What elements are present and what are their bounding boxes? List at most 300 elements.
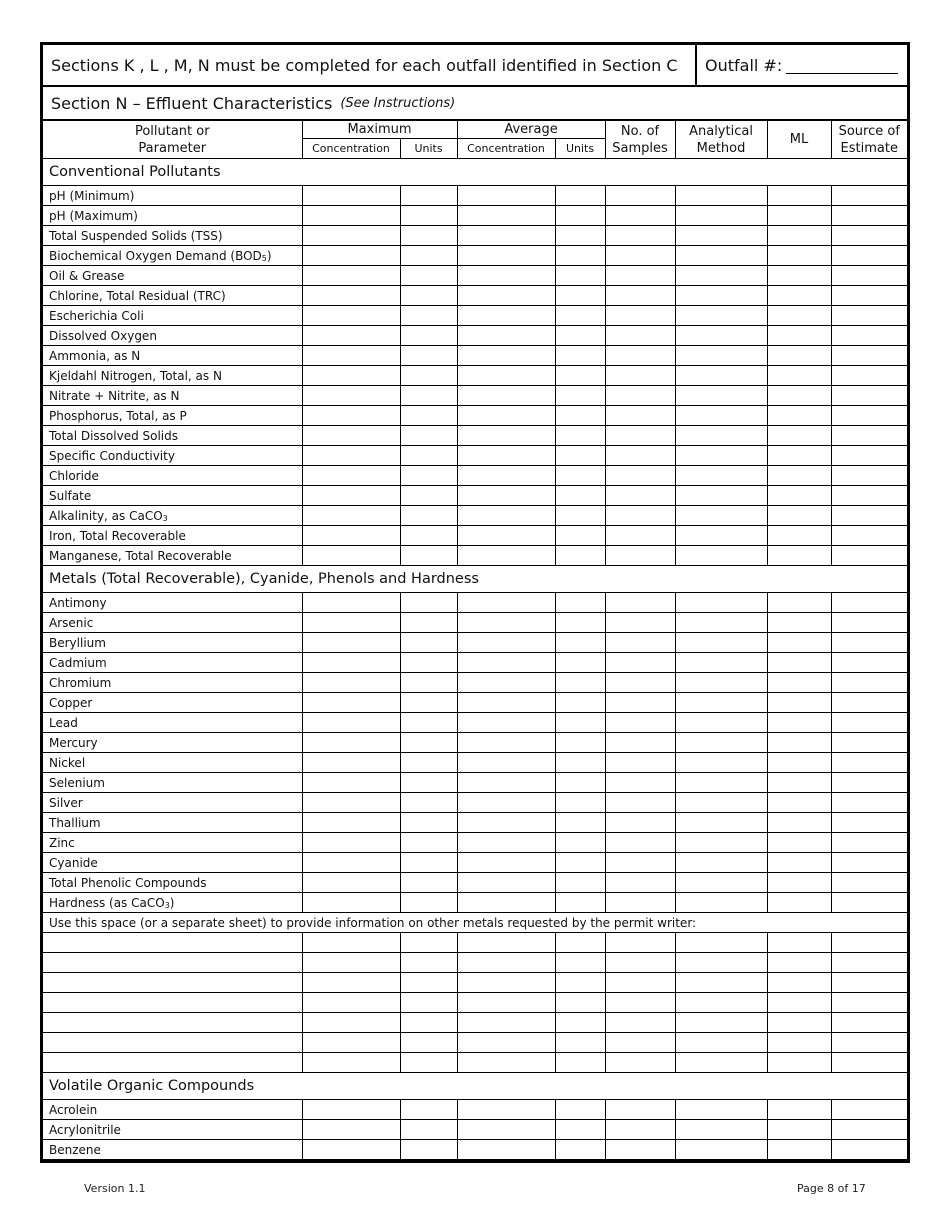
entry-cell[interactable] — [605, 933, 675, 953]
entry-cell[interactable] — [767, 466, 831, 486]
entry-cell[interactable] — [675, 1100, 767, 1120]
entry-cell[interactable] — [767, 266, 831, 286]
entry-cell[interactable] — [555, 526, 605, 546]
entry-cell[interactable] — [555, 1053, 605, 1073]
entry-cell[interactable] — [555, 1140, 605, 1160]
entry-cell[interactable] — [302, 813, 400, 833]
entry-cell[interactable] — [767, 406, 831, 426]
entry-cell[interactable] — [400, 346, 457, 366]
entry-cell[interactable] — [605, 206, 675, 226]
entry-cell[interactable] — [302, 893, 400, 913]
entry-cell[interactable] — [675, 266, 767, 286]
entry-cell[interactable] — [457, 1053, 555, 1073]
entry-cell[interactable] — [675, 833, 767, 853]
pollutant-name[interactable] — [43, 993, 302, 1013]
entry-cell[interactable] — [302, 633, 400, 653]
entry-cell[interactable] — [675, 546, 767, 566]
entry-cell[interactable] — [400, 246, 457, 266]
entry-cell[interactable] — [767, 206, 831, 226]
entry-cell[interactable] — [767, 1053, 831, 1073]
entry-cell[interactable] — [302, 406, 400, 426]
entry-cell[interactable] — [675, 346, 767, 366]
entry-cell[interactable] — [605, 873, 675, 893]
entry-cell[interactable] — [767, 793, 831, 813]
entry-cell[interactable] — [400, 793, 457, 813]
entry-cell[interactable] — [831, 753, 907, 773]
entry-cell[interactable] — [675, 466, 767, 486]
entry-cell[interactable] — [831, 1140, 907, 1160]
entry-cell[interactable] — [675, 386, 767, 406]
entry-cell[interactable] — [400, 733, 457, 753]
entry-cell[interactable] — [302, 953, 400, 973]
entry-cell[interactable] — [400, 206, 457, 226]
entry-cell[interactable] — [831, 466, 907, 486]
entry-cell[interactable] — [675, 593, 767, 613]
entry-cell[interactable] — [831, 266, 907, 286]
entry-cell[interactable] — [831, 1053, 907, 1073]
entry-cell[interactable] — [457, 446, 555, 466]
entry-cell[interactable] — [767, 693, 831, 713]
entry-cell[interactable] — [605, 506, 675, 526]
entry-cell[interactable] — [767, 1013, 831, 1033]
entry-cell[interactable] — [675, 713, 767, 733]
entry-cell[interactable] — [457, 1100, 555, 1120]
entry-cell[interactable] — [831, 593, 907, 613]
entry-cell[interactable] — [767, 526, 831, 546]
entry-cell[interactable] — [457, 653, 555, 673]
entry-cell[interactable] — [831, 613, 907, 633]
entry-cell[interactable] — [302, 933, 400, 953]
entry-cell[interactable] — [605, 526, 675, 546]
entry-cell[interactable] — [675, 206, 767, 226]
entry-cell[interactable] — [400, 506, 457, 526]
entry-cell[interactable] — [457, 266, 555, 286]
entry-cell[interactable] — [302, 486, 400, 506]
entry-cell[interactable] — [555, 1100, 605, 1120]
entry-cell[interactable] — [457, 546, 555, 566]
entry-cell[interactable] — [831, 853, 907, 873]
entry-cell[interactable] — [400, 973, 457, 993]
entry-cell[interactable] — [605, 993, 675, 1013]
entry-cell[interactable] — [302, 1120, 400, 1140]
entry-cell[interactable] — [605, 773, 675, 793]
entry-cell[interactable] — [302, 613, 400, 633]
entry-cell[interactable] — [400, 386, 457, 406]
entry-cell[interactable] — [831, 993, 907, 1013]
entry-cell[interactable] — [605, 953, 675, 973]
entry-cell[interactable] — [831, 833, 907, 853]
entry-cell[interactable] — [302, 853, 400, 873]
entry-cell[interactable] — [400, 286, 457, 306]
entry-cell[interactable] — [400, 1053, 457, 1073]
entry-cell[interactable] — [831, 793, 907, 813]
entry-cell[interactable] — [605, 973, 675, 993]
entry-cell[interactable] — [831, 953, 907, 973]
entry-cell[interactable] — [400, 1140, 457, 1160]
entry-cell[interactable] — [457, 1140, 555, 1160]
pollutant-name[interactable] — [43, 973, 302, 993]
entry-cell[interactable] — [831, 1033, 907, 1053]
entry-cell[interactable] — [457, 753, 555, 773]
entry-cell[interactable] — [555, 1013, 605, 1033]
entry-cell[interactable] — [675, 773, 767, 793]
entry-cell[interactable] — [767, 486, 831, 506]
entry-cell[interactable] — [302, 286, 400, 306]
entry-cell[interactable] — [767, 593, 831, 613]
entry-cell[interactable] — [767, 306, 831, 326]
entry-cell[interactable] — [831, 366, 907, 386]
entry-cell[interactable] — [555, 486, 605, 506]
pollutant-name[interactable] — [43, 933, 302, 953]
entry-cell[interactable] — [555, 813, 605, 833]
entry-cell[interactable] — [675, 306, 767, 326]
entry-cell[interactable] — [457, 673, 555, 693]
entry-cell[interactable] — [400, 426, 457, 446]
entry-cell[interactable] — [400, 693, 457, 713]
entry-cell[interactable] — [400, 446, 457, 466]
entry-cell[interactable] — [675, 933, 767, 953]
pollutant-name[interactable] — [43, 953, 302, 973]
pollutant-name[interactable] — [43, 1033, 302, 1053]
entry-cell[interactable] — [555, 286, 605, 306]
entry-cell[interactable] — [831, 733, 907, 753]
entry-cell[interactable] — [831, 506, 907, 526]
entry-cell[interactable] — [302, 753, 400, 773]
entry-cell[interactable] — [302, 246, 400, 266]
entry-cell[interactable] — [302, 1033, 400, 1053]
entry-cell[interactable] — [457, 593, 555, 613]
entry-cell[interactable] — [605, 466, 675, 486]
entry-cell[interactable] — [675, 186, 767, 206]
entry-cell[interactable] — [555, 546, 605, 566]
entry-cell[interactable] — [555, 366, 605, 386]
entry-cell[interactable] — [675, 733, 767, 753]
entry-cell[interactable] — [831, 526, 907, 546]
entry-cell[interactable] — [767, 633, 831, 653]
entry-cell[interactable] — [831, 633, 907, 653]
entry-cell[interactable] — [302, 546, 400, 566]
entry-cell[interactable] — [831, 306, 907, 326]
entry-cell[interactable] — [302, 306, 400, 326]
entry-cell[interactable] — [767, 366, 831, 386]
entry-cell[interactable] — [767, 186, 831, 206]
entry-cell[interactable] — [302, 713, 400, 733]
entry-cell[interactable] — [831, 386, 907, 406]
entry-cell[interactable] — [675, 326, 767, 346]
entry-cell[interactable] — [302, 993, 400, 1013]
entry-cell[interactable] — [831, 1100, 907, 1120]
entry-cell[interactable] — [302, 506, 400, 526]
entry-cell[interactable] — [400, 466, 457, 486]
entry-cell[interactable] — [675, 813, 767, 833]
entry-cell[interactable] — [302, 266, 400, 286]
entry-cell[interactable] — [767, 1140, 831, 1160]
entry-cell[interactable] — [302, 593, 400, 613]
entry-cell[interactable] — [457, 693, 555, 713]
entry-cell[interactable] — [605, 733, 675, 753]
entry-cell[interactable] — [457, 633, 555, 653]
entry-cell[interactable] — [555, 873, 605, 893]
entry-cell[interactable] — [767, 973, 831, 993]
entry-cell[interactable] — [605, 793, 675, 813]
entry-cell[interactable] — [831, 673, 907, 693]
entry-cell[interactable] — [400, 186, 457, 206]
entry-cell[interactable] — [555, 426, 605, 446]
entry-cell[interactable] — [457, 226, 555, 246]
entry-cell[interactable] — [831, 226, 907, 246]
entry-cell[interactable] — [555, 693, 605, 713]
entry-cell[interactable] — [555, 613, 605, 633]
entry-cell[interactable] — [675, 1053, 767, 1073]
entry-cell[interactable] — [675, 1033, 767, 1053]
entry-cell[interactable] — [675, 893, 767, 913]
entry-cell[interactable] — [400, 406, 457, 426]
entry-cell[interactable] — [555, 733, 605, 753]
entry-cell[interactable] — [400, 226, 457, 246]
entry-cell[interactable] — [302, 1053, 400, 1073]
entry-cell[interactable] — [605, 753, 675, 773]
entry-cell[interactable] — [605, 813, 675, 833]
entry-cell[interactable] — [555, 933, 605, 953]
entry-cell[interactable] — [767, 873, 831, 893]
entry-cell[interactable] — [675, 693, 767, 713]
entry-cell[interactable] — [400, 933, 457, 953]
entry-cell[interactable] — [457, 1013, 555, 1033]
entry-cell[interactable] — [767, 346, 831, 366]
entry-cell[interactable] — [675, 853, 767, 873]
entry-cell[interactable] — [555, 793, 605, 813]
entry-cell[interactable] — [767, 993, 831, 1013]
entry-cell[interactable] — [457, 206, 555, 226]
entry-cell[interactable] — [675, 1013, 767, 1033]
entry-cell[interactable] — [457, 426, 555, 446]
entry-cell[interactable] — [605, 266, 675, 286]
entry-cell[interactable] — [831, 286, 907, 306]
entry-cell[interactable] — [457, 526, 555, 546]
entry-cell[interactable] — [302, 733, 400, 753]
entry-cell[interactable] — [675, 486, 767, 506]
entry-cell[interactable] — [555, 833, 605, 853]
entry-cell[interactable] — [675, 653, 767, 673]
entry-cell[interactable] — [767, 933, 831, 953]
pollutant-name[interactable] — [43, 1013, 302, 1033]
entry-cell[interactable] — [555, 246, 605, 266]
entry-cell[interactable] — [605, 713, 675, 733]
entry-cell[interactable] — [767, 446, 831, 466]
entry-cell[interactable] — [767, 653, 831, 673]
outfall-number-field[interactable] — [786, 57, 898, 74]
entry-cell[interactable] — [605, 1120, 675, 1140]
entry-cell[interactable] — [457, 366, 555, 386]
entry-cell[interactable] — [302, 1013, 400, 1033]
entry-cell[interactable] — [302, 226, 400, 246]
entry-cell[interactable] — [605, 406, 675, 426]
entry-cell[interactable] — [555, 633, 605, 653]
entry-cell[interactable] — [767, 613, 831, 633]
entry-cell[interactable] — [831, 446, 907, 466]
entry-cell[interactable] — [555, 206, 605, 226]
entry-cell[interactable] — [767, 426, 831, 446]
entry-cell[interactable] — [400, 873, 457, 893]
entry-cell[interactable] — [457, 773, 555, 793]
entry-cell[interactable] — [400, 306, 457, 326]
entry-cell[interactable] — [302, 446, 400, 466]
entry-cell[interactable] — [457, 833, 555, 853]
entry-cell[interactable] — [400, 546, 457, 566]
entry-cell[interactable] — [831, 1013, 907, 1033]
entry-cell[interactable] — [555, 226, 605, 246]
entry-cell[interactable] — [302, 793, 400, 813]
entry-cell[interactable] — [457, 186, 555, 206]
entry-cell[interactable] — [605, 893, 675, 913]
entry-cell[interactable] — [831, 1120, 907, 1140]
entry-cell[interactable] — [457, 286, 555, 306]
entry-cell[interactable] — [831, 326, 907, 346]
entry-cell[interactable] — [555, 186, 605, 206]
entry-cell[interactable] — [831, 933, 907, 953]
entry-cell[interactable] — [605, 1033, 675, 1053]
entry-cell[interactable] — [675, 506, 767, 526]
entry-cell[interactable] — [675, 873, 767, 893]
entry-cell[interactable] — [400, 713, 457, 733]
entry-cell[interactable] — [831, 186, 907, 206]
entry-cell[interactable] — [555, 653, 605, 673]
entry-cell[interactable] — [400, 526, 457, 546]
entry-cell[interactable] — [605, 613, 675, 633]
entry-cell[interactable] — [831, 406, 907, 426]
entry-cell[interactable] — [457, 506, 555, 526]
entry-cell[interactable] — [457, 713, 555, 733]
entry-cell[interactable] — [302, 366, 400, 386]
entry-cell[interactable] — [767, 1033, 831, 1053]
entry-cell[interactable] — [302, 326, 400, 346]
entry-cell[interactable] — [302, 973, 400, 993]
entry-cell[interactable] — [457, 306, 555, 326]
entry-cell[interactable] — [302, 386, 400, 406]
entry-cell[interactable] — [605, 546, 675, 566]
entry-cell[interactable] — [457, 813, 555, 833]
entry-cell[interactable] — [555, 953, 605, 973]
entry-cell[interactable] — [457, 406, 555, 426]
entry-cell[interactable] — [831, 973, 907, 993]
entry-cell[interactable] — [400, 673, 457, 693]
entry-cell[interactable] — [767, 1100, 831, 1120]
entry-cell[interactable] — [457, 953, 555, 973]
entry-cell[interactable] — [457, 466, 555, 486]
entry-cell[interactable] — [400, 773, 457, 793]
entry-cell[interactable] — [457, 793, 555, 813]
entry-cell[interactable] — [400, 953, 457, 973]
entry-cell[interactable] — [831, 246, 907, 266]
entry-cell[interactable] — [555, 346, 605, 366]
entry-cell[interactable] — [605, 366, 675, 386]
entry-cell[interactable] — [767, 386, 831, 406]
entry-cell[interactable] — [831, 773, 907, 793]
entry-cell[interactable] — [831, 426, 907, 446]
entry-cell[interactable] — [831, 653, 907, 673]
entry-cell[interactable] — [555, 306, 605, 326]
entry-cell[interactable] — [605, 446, 675, 466]
entry-cell[interactable] — [302, 673, 400, 693]
entry-cell[interactable] — [675, 633, 767, 653]
entry-cell[interactable] — [555, 446, 605, 466]
entry-cell[interactable] — [675, 366, 767, 386]
entry-cell[interactable] — [605, 853, 675, 873]
entry-cell[interactable] — [302, 873, 400, 893]
entry-cell[interactable] — [605, 593, 675, 613]
entry-cell[interactable] — [555, 593, 605, 613]
entry-cell[interactable] — [457, 853, 555, 873]
entry-cell[interactable] — [767, 713, 831, 733]
entry-cell[interactable] — [302, 466, 400, 486]
entry-cell[interactable] — [400, 813, 457, 833]
entry-cell[interactable] — [302, 206, 400, 226]
entry-cell[interactable] — [302, 186, 400, 206]
entry-cell[interactable] — [302, 426, 400, 446]
entry-cell[interactable] — [302, 833, 400, 853]
entry-cell[interactable] — [675, 973, 767, 993]
entry-cell[interactable] — [302, 693, 400, 713]
entry-cell[interactable] — [675, 613, 767, 633]
entry-cell[interactable] — [457, 346, 555, 366]
entry-cell[interactable] — [605, 306, 675, 326]
entry-cell[interactable] — [831, 813, 907, 833]
entry-cell[interactable] — [555, 973, 605, 993]
entry-cell[interactable] — [675, 246, 767, 266]
entry-cell[interactable] — [555, 713, 605, 733]
entry-cell[interactable] — [831, 713, 907, 733]
entry-cell[interactable] — [555, 1033, 605, 1053]
entry-cell[interactable] — [605, 326, 675, 346]
entry-cell[interactable] — [555, 993, 605, 1013]
entry-cell[interactable] — [675, 993, 767, 1013]
entry-cell[interactable] — [400, 1033, 457, 1053]
entry-cell[interactable] — [400, 366, 457, 386]
entry-cell[interactable] — [605, 286, 675, 306]
entry-cell[interactable] — [767, 546, 831, 566]
entry-cell[interactable] — [767, 1120, 831, 1140]
entry-cell[interactable] — [555, 506, 605, 526]
entry-cell[interactable] — [457, 486, 555, 506]
entry-cell[interactable] — [831, 693, 907, 713]
entry-cell[interactable] — [675, 286, 767, 306]
entry-cell[interactable] — [675, 426, 767, 446]
entry-cell[interactable] — [605, 1013, 675, 1033]
entry-cell[interactable] — [400, 593, 457, 613]
entry-cell[interactable] — [831, 546, 907, 566]
entry-cell[interactable] — [302, 346, 400, 366]
entry-cell[interactable] — [605, 1100, 675, 1120]
entry-cell[interactable] — [767, 953, 831, 973]
entry-cell[interactable] — [675, 953, 767, 973]
entry-cell[interactable] — [457, 613, 555, 633]
entry-cell[interactable] — [675, 793, 767, 813]
entry-cell[interactable] — [605, 246, 675, 266]
entry-cell[interactable] — [675, 673, 767, 693]
entry-cell[interactable] — [400, 1013, 457, 1033]
entry-cell[interactable] — [400, 613, 457, 633]
entry-cell[interactable] — [767, 506, 831, 526]
entry-cell[interactable] — [605, 426, 675, 446]
entry-cell[interactable] — [400, 326, 457, 346]
entry-cell[interactable] — [457, 386, 555, 406]
entry-cell[interactable] — [400, 1100, 457, 1120]
entry-cell[interactable] — [675, 1120, 767, 1140]
entry-cell[interactable] — [555, 266, 605, 286]
entry-cell[interactable] — [767, 673, 831, 693]
entry-cell[interactable] — [767, 833, 831, 853]
entry-cell[interactable] — [555, 853, 605, 873]
